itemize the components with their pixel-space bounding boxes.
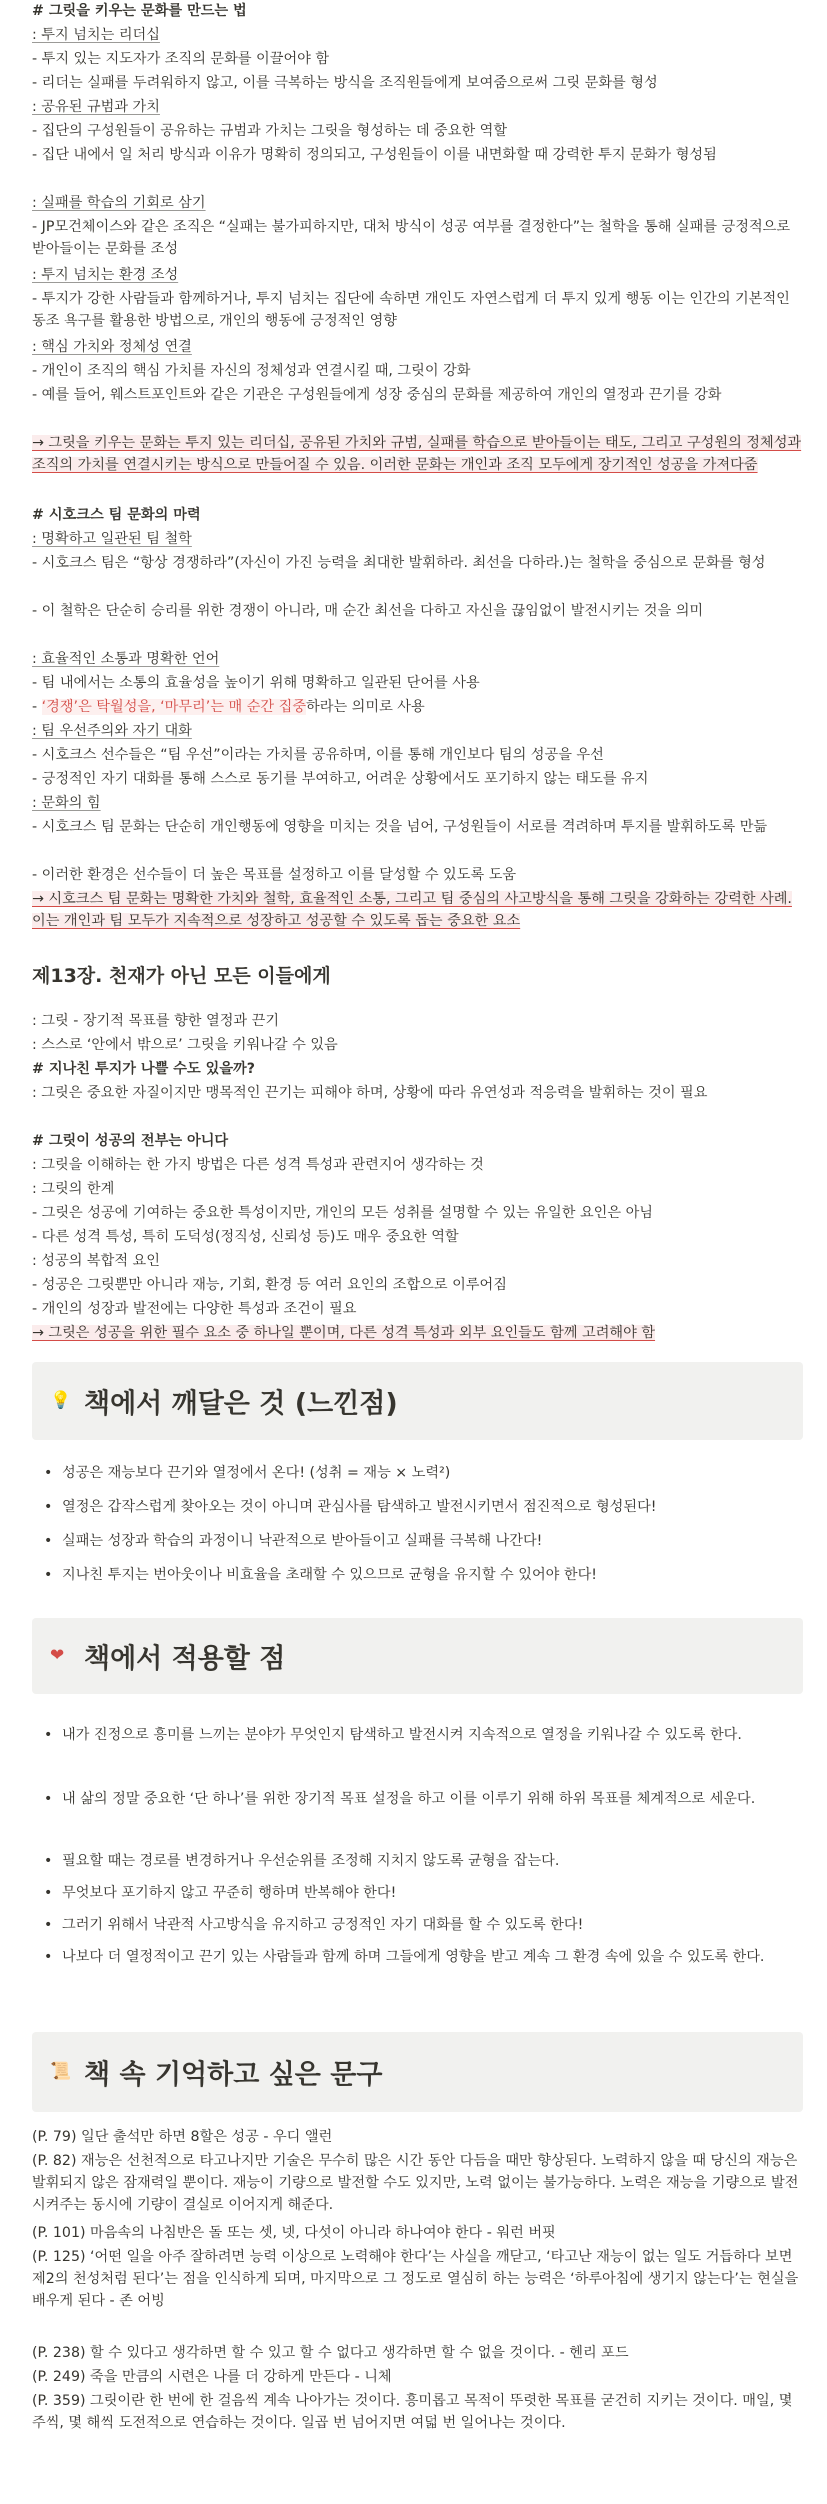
- subtopic-culture-power: : 문화의 힘: [32, 795, 101, 811]
- callout-quotes: [32, 2032, 803, 2112]
- callout-title: 책에서 깨달은 것 (느낀점): [84, 1388, 398, 1420]
- text-line: - 개인이 조직의 핵심 가치를 자신의 정체성과 연결시킬 때, 그릿이 강화: [32, 363, 471, 379]
- text-line: - 리더는 실패를 두려워하지 않고, 이를 극복하는 방식을 조직원들에게 보여줌으로써 그릿 문화를 형성: [32, 75, 658, 91]
- heading-not-everything: # 그릿이 성공의 전부는 아니다: [32, 1133, 229, 1149]
- text-line: - 집단의 구성원들이 공유하는 규범과 가치는 그릿을 형성하는 데 중요한 역할: [32, 123, 508, 139]
- text-line: - 시호크스 팀 문화는 단순히 개인행동에 영향을 미치는 것을 넘어, 구성원들이 서로를 격려하며 투지를 발휘하도록 만듦: [32, 819, 768, 835]
- subtopic-leader: : 투지 넘치는 리더십: [32, 27, 160, 43]
- subtopic-core-values: : 핵심 가치와 정체성 연결: [32, 339, 192, 355]
- list-item: • 나보다 더 열정적이고 끈기 있는 사람들과 함께 하며 그들에게 영향을 받고 계속 그 환경 속에 있을 수 있도록 한다.: [44, 1946, 797, 1969]
- summary-line: → 그릿은 성공을 위한 필수 요소 중 하나일 뿐이며, 다른 성격 특성과 외부 요인들도 함께 고려해야 함: [32, 1325, 656, 1341]
- list-item: • 내 삶의 정말 중요한 ‘단 하나’를 위한 장기적 목표 설정을 하고 이를 이루기 위해 하위 목표를 체계적으로 세운다.: [44, 1788, 797, 1811]
- text-line: - 이 철학은 단순히 승리를 위한 경쟁이 아니라, 매 순간 최선을 다하고 자신을 끊임없이 발전시키는 것을 의미: [32, 603, 704, 619]
- text-line: - ‘경쟁’은 탁월성을, ‘마무리’는 매 순간 집중하라는 의미로 사용: [32, 699, 425, 715]
- text-line: - 투지 있는 지도자가 조직의 문화를 이끌어야 함: [32, 51, 330, 67]
- text-line: - JP모건체이스와 같은 조직은 “실패는 불가피하지만, 대처 방식이 성공 여부를 결정한다”는 철학을 통해 실패를 긍정적으로 받아들이는 문화를 조성: [32, 219, 791, 257]
- list-item: • 지나친 투지는 번아웃이나 비효율을 초래할 수 있으므로 균형을 유지할 수 있어야 한다!: [44, 1564, 797, 1587]
- text-line: - 그릿은 성공에 기여하는 중요한 특성이지만, 개인의 모든 성취를 설명할 수 있는 유일한 요인은 아님: [32, 1205, 653, 1221]
- heading-too-much-grit: # 지나친 투지가 나쁠 수도 있을까?: [32, 1061, 255, 1077]
- list-item: • 무엇보다 포기하지 않고 꾸준히 행하며 반복해야 한다!: [44, 1882, 797, 1905]
- text-line: - 긍정적인 자기 대화를 통해 스스로 동기를 부여하고, 어려운 상황에서도 포기하지 않는 태도를 유지: [32, 771, 649, 787]
- text-line: - 팀 내에서는 소통의 효율성을 높이기 위해 명확하고 일관된 단어를 사용: [32, 675, 480, 691]
- list-item: • 그러기 위해서 낙관적 사고방식을 유지하고 긍정적인 자기 대화를 할 수 있도록 한다!: [44, 1914, 797, 1937]
- text-line: : 그릿 - 장기적 목표를 향한 열정과 끈기: [32, 1013, 280, 1029]
- quote-line: (P. 101) 마음속의 나침반은 돌 또는 셋, 넷, 다섯이 아니라 하나여야 한다 - 워런 버핏: [32, 2225, 556, 2241]
- text-line: - 집단 내에서 일 처리 방식과 이유가 명확히 정의되고, 구성원들이 이를 내면화할 때 강력한 투지 문화가 형성됨: [32, 147, 717, 163]
- list-item: • 성공은 재능보다 끈기와 열정에서 온다! (성취 = 재능 × 노력²): [44, 1462, 797, 1485]
- quote-line: (P. 359) 그릿이란 한 번에 한 걸음씩 계속 나아가는 것이다. 흥미롭고 목적이 뚜렷한 목표를 굳건히 지키는 것이다. 매일, 몇 주씩, 몇 해씩 도전적으로 연습하는 것이다. 일곱 번 넘어지면 여덟 번 일어나는 것이다.: [32, 2393, 793, 2431]
- text-line: - 예를 들어, 웨스트포인트와 같은 기관은 구성원들에게 성장 중심의 문화를 제공하여 개인의 열정과 끈기를 강화: [32, 387, 722, 403]
- text-line: : 그릿을 이해하는 한 가지 방법은 다른 성격 특성과 관련지어 생각하는 것: [32, 1157, 484, 1173]
- text-line: - 투지가 강한 사람들과 함께하거나, 투지 넘치는 집단에 속하면 개인도 자연스럽게 더 투지 있게 행동 이는 인간의 기본적인 동조 욕구를 활용한 방법으로, 개인의 행동에 긍정적인 영향: [32, 291, 790, 329]
- text-line: - 시호크스 선수들은 “팀 우선”이라는 가치를 공유하며, 이를 통해 개인보다 팀의 성공을 우선: [32, 747, 604, 763]
- text-line: - 이러한 환경은 선수들이 더 높은 목표를 설정하고 이를 달성할 수 있도록 도움: [32, 867, 517, 883]
- text-line: - 다른 성격 특성, 특히 도덕성(정직성, 신뢰성 등)도 매우 중요한 역할: [32, 1229, 459, 1245]
- quote-line: (P. 238) 할 수 있다고 생각하면 할 수 있고 할 수 없다고 생각하면 할 수 없을 것이다. - 헨리 포드: [32, 2345, 629, 2361]
- heading-seahawks: # 시호크스 팀 문화의 마력: [32, 507, 201, 523]
- heart-icon: ❤: [50, 1645, 65, 1666]
- summary-line: → 시호크스 팀 문화는 명확한 가치와 철학, 효율적인 소통, 그리고 팀 중심의 사고방식을 통해 그릿을 강화하는 강력한 사례. 이는 개인과 팀 모두가 지속적으로 성장하고 성공할 수 있도록 돕는 중요한 요소: [32, 891, 792, 929]
- subtopic-shared-norms: : 공유된 규범과 가치: [32, 99, 160, 115]
- list-item: • 실패는 성장과 학습의 과정이니 낙관적으로 받아들이고 실패를 극복해 나간다!: [44, 1530, 797, 1553]
- subtopic-failure: : 실패를 학습의 기회로 삼기: [32, 195, 206, 211]
- callout-realizations: [32, 1362, 803, 1440]
- text-line: : 성공의 복합적 요인: [32, 1253, 160, 1269]
- chapter-13-heading: 제13장. 천재가 아닌 모든 이들에게: [32, 965, 331, 987]
- summary-line: → 그릿을 키우는 문화는 투지 있는 리더십, 공유된 가치와 규범, 실패를 학습으로 받아들이는 태도, 그리고 구성원의 정체성과 조직의 가치를 연결시키는 방식으로 만들어질 수 있음. 이러한 문화는 개인과 조직 모두에게 장기적인 성공을 가져다줌: [32, 435, 802, 473]
- quote-line: (P. 249) 죽을 만큼의 시련은 나를 더 강하게 만든다 - 니체: [32, 2369, 392, 2385]
- scroll-icon: 📜: [50, 2061, 72, 2082]
- callout-title: 책에서 적용할 점: [84, 1643, 286, 1675]
- text-line: - 시호크스 팀은 “항상 경쟁하라”(자신이 가진 능력을 최대한 발휘하라. 최선을 다하라.)는 철학을 중심으로 문화를 형성: [32, 555, 766, 571]
- text-line: : 그릿의 한계: [32, 1181, 115, 1197]
- heading-grit-culture: # 그릿을 키우는 문화를 만드는 법: [32, 3, 247, 19]
- text-line: - 성공은 그릿뿐만 아니라 재능, 기회, 환경 등 여러 요인의 조합으로 이루어짐: [32, 1277, 507, 1293]
- text-line: - 개인의 성장과 발전에는 다양한 특성과 조건이 필요: [32, 1301, 357, 1317]
- quote-line: (P. 79) 일단 출석만 하면 8할은 성공 - 우디 앨런: [32, 2129, 333, 2145]
- callout-applications: [32, 1618, 803, 1694]
- subtopic-philosophy: : 명확하고 일관된 팀 철학: [32, 531, 192, 547]
- text-line: : 스스로 ‘안에서 밖으로’ 그릿을 키워나갈 수 있음: [32, 1037, 338, 1053]
- quote-line: (P. 82) 재능은 선천적으로 타고나지만 기술은 무수히 많은 시간 동안 다듬을 때만 향상된다. 노력하지 않을 때 당신의 재능은 발휘되지 않은 잠재력일 뿐이다. 재능이 기량으로 발전할 수도 있지만, 노력 없이는 불가능하다. 노력은 재능을 기량으로 발전시켜주는 동시에 기량이 결실로 이어지게 해준다.: [32, 2153, 799, 2213]
- lightbulb-icon: 💡: [50, 1390, 72, 1411]
- subtopic-environment: : 투지 넘치는 환경 조성: [32, 267, 179, 283]
- list-item: • 내가 진정으로 흥미를 느끼는 분야가 무엇인지 탐색하고 발전시켜 지속적으로 열정을 키워나갈 수 있도록 한다.: [44, 1724, 797, 1747]
- list-item: • 필요할 때는 경로를 변경하거나 우선순위를 조정해 지치지 않도록 균형을 잡는다.: [44, 1850, 797, 1873]
- subtopic-communication: : 효율적인 소통과 명확한 언어: [32, 651, 220, 667]
- quote-line: (P. 125) ‘어떤 일을 아주 잘하려면 능력 이상으로 노력해야 한다’는 사실을 깨닫고, ‘타고난 재능이 없는 일도 거듭하다 보면 제2의 천성처럼 된다’는 점을 인식하게 되며, 마지막으로 그 정도로 열심히 하는 능력은 ‘하루아침에 생기지 않는다’는 현실을 배우게 된다 - 존 어빙: [32, 2249, 799, 2309]
- subtopic-team-first: : 팀 우선주의와 자기 대화: [32, 723, 192, 739]
- list-item: • 열정은 갑작스럽게 찾아오는 것이 아니며 관심사를 탐색하고 발전시키면서 점진적으로 형성된다!: [44, 1496, 797, 1519]
- callout-title: 책 속 기억하고 싶은 문구: [84, 2059, 383, 2091]
- text-line: : 그릿은 중요한 자질이지만 맹목적인 끈기는 피해야 하며, 상황에 따라 유연성과 적응력을 발휘하는 것이 필요: [32, 1085, 708, 1101]
